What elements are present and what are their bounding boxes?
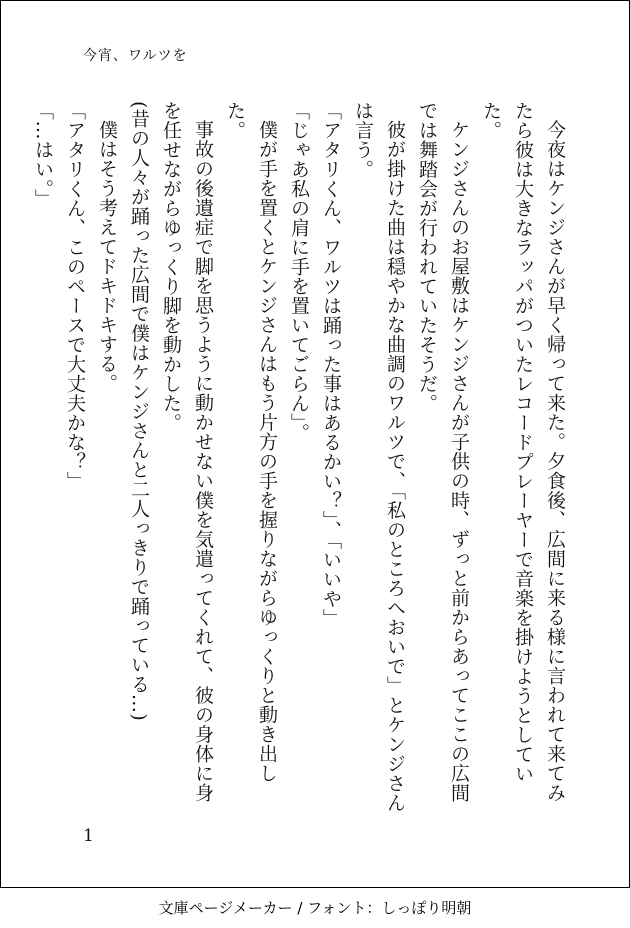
- paragraph: 事故の後遺症で脚を思うように動かせない僕を気遣ってくれて、彼の身体に身を任せながらゆっくり脚を動かした。: [160, 101, 214, 803]
- paragraph: 「アタリくん、このペースで大丈夫かな？」: [64, 101, 86, 491]
- body-text: [32, 101, 571, 821]
- paragraph: 僕はそう考えてドキドキする。: [96, 120, 118, 393]
- page-number: 1: [83, 826, 94, 846]
- running-head: 今宵、ワルツを: [83, 48, 188, 64]
- paragraph: 僕が手を置くとケンジさんはもう片方の手を握りながらゆっくりと動き出した。: [224, 101, 278, 783]
- paragraph: 「アタリくん、ワルツは踊った事はあるかい？」、「いいや」: [320, 101, 342, 628]
- paragraph: 今夜はケンジさんが早く帰って来た。夕食後、広間に来る様に言われて来てみたら彼は大きなラッパがついたレコードプレーヤーで音楽を掛けようとしていた。: [480, 101, 566, 803]
- paragraph: ケンジさんのお屋敷はケンジさんが子供の時、ずっと前からあってここの広間では舞踏会が行われていたそうだ。: [416, 101, 470, 803]
- paragraph: 「じゃあ私の肩に手を置いてごらん」。: [288, 101, 310, 443]
- paragraph: 「…はい。」: [32, 101, 54, 209]
- footer-credit: 文庫ページメーカー / フォント：しっぽり明朝: [158, 899, 472, 917]
- paragraph: 彼が掛けた曲は穏やかな曲調のワルツで、「私のところへおいで」とケンジさんは言う。: [352, 101, 406, 813]
- paragraph: (昔の人々が踊った広間で僕はケンジさんと二人っきりで踊っている…): [128, 101, 150, 722]
